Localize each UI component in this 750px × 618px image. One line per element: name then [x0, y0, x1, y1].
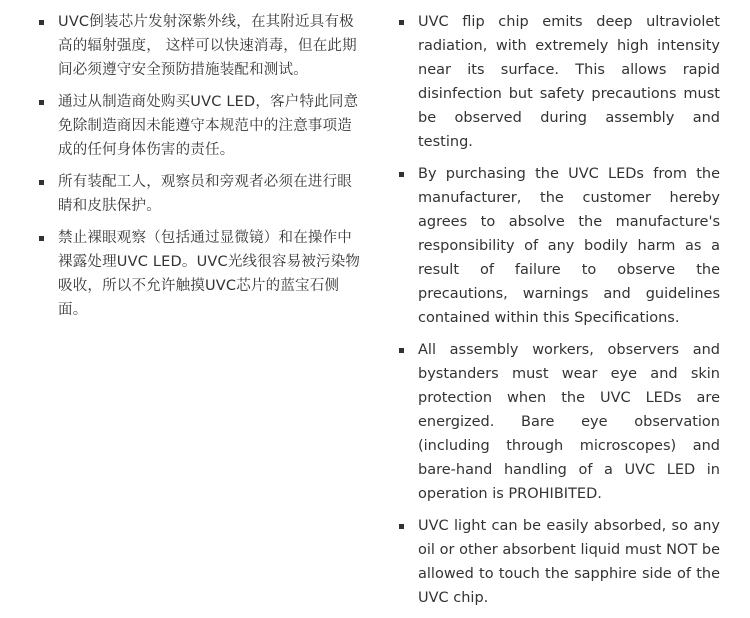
chinese-bullet-list: [38, 10, 362, 322]
english-bullet-list: [398, 10, 720, 610]
bullet-icon: [399, 348, 404, 353]
chinese-column: [38, 10, 362, 330]
list-item-text: UVC倒装芯片发射深紫外线，在其附近具有极高的辐射强度， 这样可以快速消毒，但在此期间必须遵守安全预防措施装配和测试。: [58, 14, 357, 78]
list-item-text: By purchasing the UVC LEDs from the manufacturer, the customer hereby agrees to absolve the manufacture's responsibility of any bodily harm as a result of failure to observe the precautions, warnings and guidelines contained within this Specifications.: [418, 166, 720, 326]
list-item-text: UVC flip chip emits deep ultraviolet radiation, with extremely high intensity near its surface. This allows rapid disinfection but safety precautions must be observed during assembly and testing.: [418, 14, 720, 150]
bullet-icon: [39, 20, 44, 25]
list-item-text: All assembly workers, observers and bystanders must wear eye and skin protection when the UVC LEDs are energized. Bare eye observation (including through microscopes) and bare-hand handling of a UVC LED in operation is PROHIBITED.: [418, 342, 720, 502]
list-item-text: 禁止裸眼观察（包括通过显微镜）和在操作中裸露处理UVC LED。UVC光线很容易被污染物吸收，所以不允许触摸UVC芯片的蓝宝石侧面。: [58, 230, 361, 318]
list-item: [38, 170, 362, 218]
list-item: [38, 226, 362, 322]
bullet-icon: [399, 172, 404, 177]
bullet-icon: [39, 180, 44, 185]
list-item-text: 所有装配工人，观察员和旁观者必须在进行眼睛和皮肤保护。: [58, 174, 352, 214]
english-column: [398, 10, 720, 618]
list-item: [38, 10, 362, 82]
list-item-text: 通过从制造商处购买UVC LED，客户特此同意免除制造商因未能遵守本规范中的注意事项造成的任何身体伤害的责任。: [58, 94, 359, 158]
list-item: [398, 10, 720, 154]
list-item-text: UVC light can be easily absorbed, so any oil or other absorbent liquid must NOT be allowed to touch the sapphire side of the UVC chip.: [418, 518, 720, 606]
bullet-icon: [39, 100, 44, 105]
list-item: [398, 338, 720, 506]
bullet-icon: [399, 524, 404, 529]
bullet-icon: [39, 236, 44, 241]
list-item: [38, 90, 362, 162]
list-item: [398, 162, 720, 330]
list-item: [398, 514, 720, 610]
bullet-icon: [399, 20, 404, 25]
